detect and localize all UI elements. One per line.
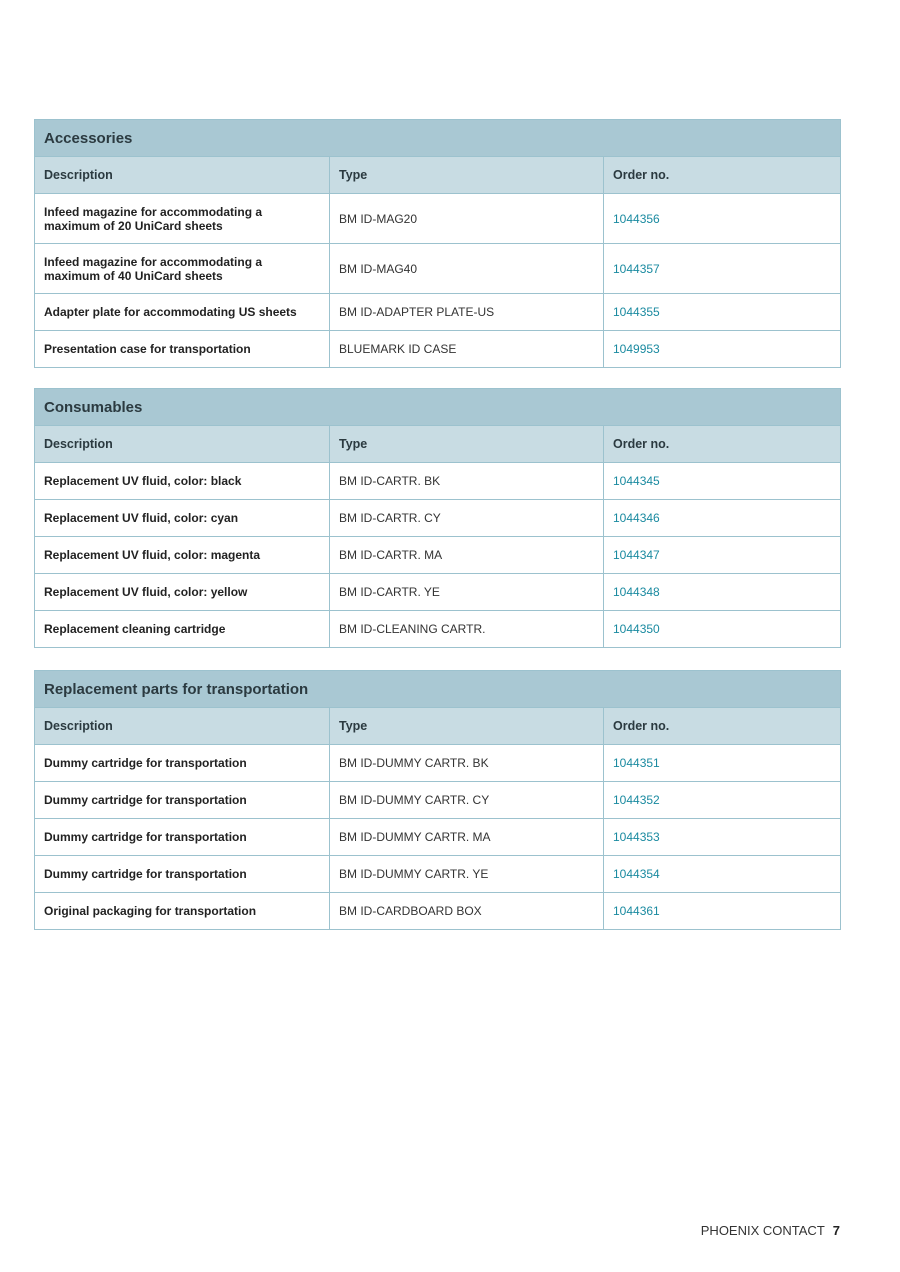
table-row [35,893,841,930]
table-row [35,819,841,856]
table-row [35,500,841,537]
description-cell: Adapter plate for accommodating US sheets [35,294,330,331]
description-cell: Dummy cartridge for transportation [35,856,330,893]
description-cell: Replacement UV fluid, color: yellow [35,574,330,611]
order-number-link[interactable]: 1044352 [604,782,841,819]
column-header-type: Type [330,157,604,194]
type-cell: BM ID-DUMMY CARTR. CY [330,782,604,819]
page-number: 7 [832,1223,840,1238]
column-header-type: Type [330,708,604,745]
description-cell: Infeed magazine for accommodating a maximum of 40 UniCard sheets [35,244,330,294]
type-cell: BM ID-CARDBOARD BOX [330,893,604,930]
table-row [35,244,841,294]
table-title-row [35,120,841,157]
column-header-description: Description [35,708,330,745]
table-row [35,574,841,611]
order-number-link[interactable]: 1044361 [604,893,841,930]
footer-brand: PHOENIX CONTACT [700,1223,825,1238]
order-number-link[interactable]: 1044354 [604,856,841,893]
order-number-link[interactable]: 1044348 [604,574,841,611]
type-cell: BM ID-DUMMY CARTR. BK [330,745,604,782]
table-row [35,745,841,782]
order-number-link[interactable]: 1044346 [604,500,841,537]
description-cell: Replacement UV fluid, color: black [35,463,330,500]
type-cell: BM ID-MAG40 [330,244,604,294]
table-row [35,611,841,648]
type-cell: BM ID-DUMMY CARTR. YE [330,856,604,893]
consumables-table-section [34,388,840,648]
type-cell: BM ID-DUMMY CARTR. MA [330,819,604,856]
accessories-table-section [34,119,840,368]
column-header-order-no: Order no. [604,708,841,745]
table-header-row [35,157,841,194]
table-row [35,537,841,574]
table-title-row [35,671,841,708]
table-row [35,294,841,331]
description-cell: Replacement cleaning cartridge [35,611,330,648]
description-cell: Dummy cartridge for transportation [35,745,330,782]
column-header-description: Description [35,157,330,194]
section-title: Replacement parts for transportation [35,671,841,708]
consumables-table [34,388,841,648]
description-cell: Infeed magazine for accommodating a maximum of 20 UniCard sheets [35,194,330,244]
order-number-link[interactable]: 1044353 [604,819,841,856]
column-header-description: Description [35,426,330,463]
table-row [35,782,841,819]
description-cell: Presentation case for transportation [35,331,330,368]
table-row [35,463,841,500]
column-header-order-no: Order no. [604,157,841,194]
table-row [35,856,841,893]
section-title: Consumables [35,389,841,426]
table-header-row [35,426,841,463]
type-cell: BM ID-CARTR. YE [330,574,604,611]
order-number-link[interactable]: 1044351 [604,745,841,782]
column-header-order-no: Order no. [604,426,841,463]
replacement-parts-table [34,670,841,930]
order-number-link[interactable]: 1044355 [604,294,841,331]
description-cell: Replacement UV fluid, color: cyan [35,500,330,537]
order-number-link[interactable]: 1044345 [604,463,841,500]
order-number-link[interactable]: 1044356 [604,194,841,244]
table-title-row [35,389,841,426]
type-cell: BM ID-MAG20 [330,194,604,244]
type-cell: BM ID-CARTR. MA [330,537,604,574]
description-cell: Dummy cartridge for transportation [35,782,330,819]
description-cell: Original packaging for transportation [35,893,330,930]
column-header-type: Type [330,426,604,463]
page-footer [701,1223,840,1238]
type-cell: BM ID-ADAPTER PLATE-US [330,294,604,331]
replacement-parts-table-section [34,670,840,930]
order-number-link[interactable]: 1044357 [604,244,841,294]
type-cell: BM ID-CARTR. BK [330,463,604,500]
description-cell: Replacement UV fluid, color: magenta [35,537,330,574]
section-title: Accessories [35,120,841,157]
order-number-link[interactable]: 1044347 [604,537,841,574]
description-cell: Dummy cartridge for transportation [35,819,330,856]
order-number-link[interactable]: 1049953 [604,331,841,368]
table-row [35,194,841,244]
table-row [35,331,841,368]
table-header-row [35,708,841,745]
order-number-link[interactable]: 1044350 [604,611,841,648]
type-cell: BM ID-CLEANING CARTR. [330,611,604,648]
type-cell: BLUEMARK ID CASE [330,331,604,368]
accessories-table [34,119,841,368]
type-cell: BM ID-CARTR. CY [330,500,604,537]
